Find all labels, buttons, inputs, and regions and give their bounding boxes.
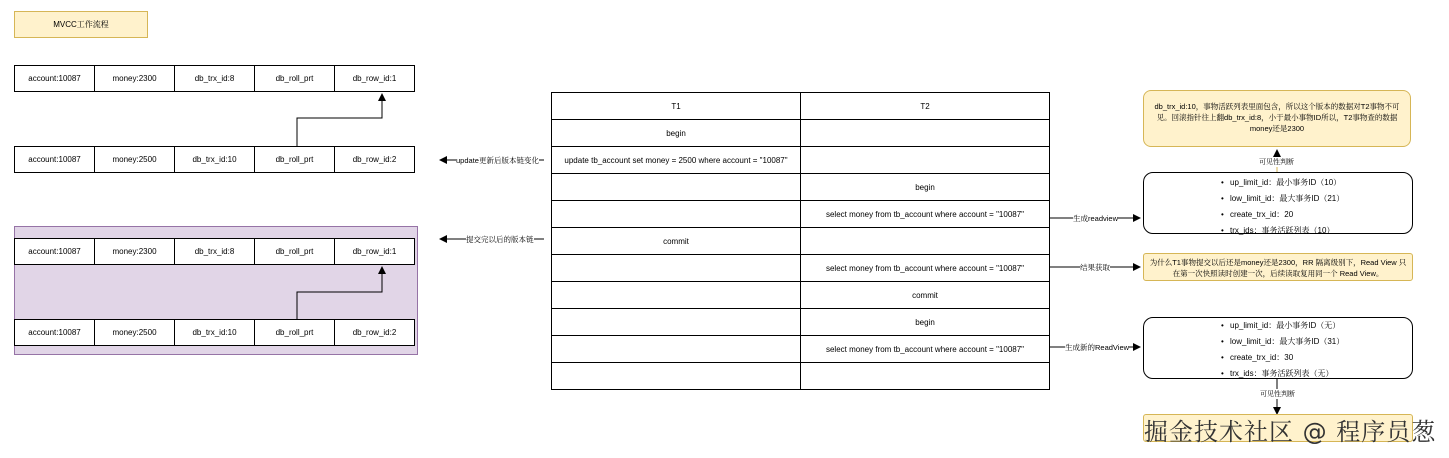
table-cell: select money from tb_account where account = "10087" (801, 336, 1050, 363)
record-cell: account:10087 (14, 319, 95, 346)
record-cell: db_trx_id:8 (174, 238, 255, 265)
table-cell: update tb_account set money = 2500 where account = "10087" (552, 147, 801, 174)
visibility-label: 可见性判断 (1260, 391, 1295, 398)
readview-field: • create_trx_id：30 (1230, 350, 1412, 366)
record-cell: account:10087 (14, 146, 95, 173)
diagram-title: MVCC工作流程 (14, 11, 148, 38)
table-cell (552, 336, 801, 363)
table-row (552, 174, 1050, 201)
table-cell (552, 363, 801, 390)
record-cell: account:10087 (14, 65, 95, 92)
table-cell: begin (801, 174, 1050, 201)
roll-pointer-arrow (297, 94, 382, 146)
table-cell (801, 228, 1050, 255)
record-cell: db_row_id:2 (334, 146, 415, 173)
table-cell (801, 363, 1050, 390)
record-cell: db_row_id:2 (334, 319, 415, 346)
roll-pointer-arrow (297, 267, 382, 319)
table-cell: select money from tb_account where account = "10087" (801, 201, 1050, 228)
record-cell: money:2300 (94, 238, 175, 265)
readview-field: • low_limit_id：最大事务ID（21） (1230, 191, 1412, 207)
table-row (552, 255, 1050, 282)
table-header: T1 (552, 93, 801, 120)
table-cell (552, 201, 801, 228)
readview-field: • up_limit_id：最小事务ID（10） (1230, 175, 1412, 191)
visibility-label: 可见性判断 (1259, 159, 1294, 166)
table-row (552, 363, 1050, 390)
readview-field: • up_limit_id：最小事务ID（无） (1230, 318, 1412, 334)
record-cell: money:2300 (94, 65, 175, 92)
update-chain-label: update更新后版本链变化 (456, 156, 539, 165)
table-header-row (552, 93, 1050, 120)
record-cell: money:2500 (94, 319, 175, 346)
record-cell: db_roll_prt (254, 319, 335, 346)
table-row (552, 147, 1050, 174)
record-cell: account:10087 (14, 238, 95, 265)
table-cell (552, 255, 801, 282)
record-cell: money:2500 (94, 146, 175, 173)
readview-box-1 (1143, 172, 1413, 234)
record-cell: db_roll_prt (254, 238, 335, 265)
record-cell: db_trx_id:10 (174, 146, 255, 173)
table-cell (801, 147, 1050, 174)
readview-field: • create_trx_id：20 (1230, 207, 1412, 223)
readview-box-2 (1143, 317, 1413, 379)
table-cell (552, 174, 801, 201)
transaction-table (551, 92, 1050, 390)
table-cell (801, 120, 1050, 147)
record-cell: db_row_id:1 (334, 65, 415, 92)
rr-isolation-note: 为什么T1事物提交以后还是money还是2300，RR 隔离级别下，Read View 只在第一次快照读时创建一次，后续读取复用同一个 Read View。 (1143, 253, 1413, 281)
table-row (552, 336, 1050, 363)
table-header: T2 (801, 93, 1050, 120)
table-row (552, 201, 1050, 228)
visibility-explanation-note: db_trx_id:10，事物活跃列表里面包含，所以这个版本的数据对T2事物不可见。回滚指针往上翻db_trx_id:8，小于最小事物ID所以，T2事物查的数据money还是2300 (1143, 90, 1411, 147)
record-cell: db_trx_id:10 (174, 319, 255, 346)
gen-readview-label: 生成readview (1073, 214, 1119, 223)
table-cell (552, 282, 801, 309)
table-cell: commit (801, 282, 1050, 309)
table-cell: commit (552, 228, 801, 255)
table-row (552, 282, 1050, 309)
commit-chain-label: 提交完以后的版本链 (466, 235, 534, 244)
table-cell: begin (801, 309, 1050, 336)
table-cell: begin (552, 120, 801, 147)
table-row (552, 120, 1050, 147)
readview-field: • trx_ids：事务活跃列表（无） (1230, 366, 1412, 382)
readview-field: • low_limit_id：最大事务ID（31） (1230, 334, 1412, 350)
record-cell: db_row_id:1 (334, 238, 415, 265)
table-row (552, 309, 1050, 336)
readview-field: • trx_ids：事务活跃列表（10） (1230, 223, 1412, 239)
table-row (552, 228, 1050, 255)
result-label: 结果获取 (1080, 263, 1110, 272)
record-cell: db_roll_prt (254, 146, 335, 173)
gen-new-readview-label: 生成新的ReadView (1065, 343, 1130, 352)
table-cell (552, 309, 801, 336)
table-cell: select money from tb_account where account = "10087" (801, 255, 1050, 282)
record-cell: db_trx_id:8 (174, 65, 255, 92)
record-cell: db_roll_prt (254, 65, 335, 92)
watermark: 掘金技术社区 @ 程序员葱 (1144, 418, 1437, 446)
